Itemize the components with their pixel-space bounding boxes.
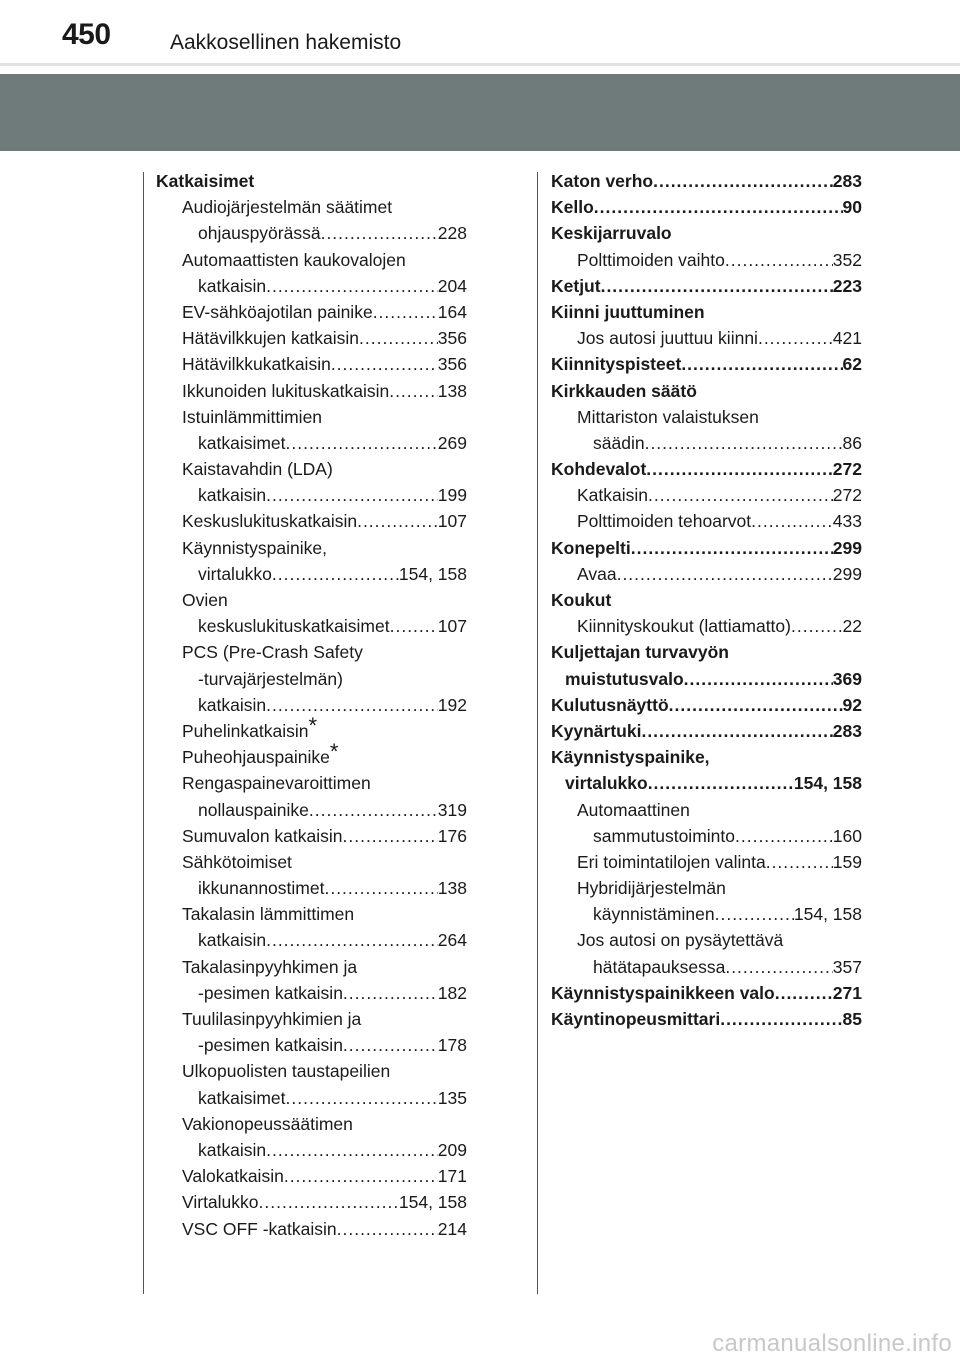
entry-label: Koukut xyxy=(551,590,612,610)
column-rule-right xyxy=(537,172,538,1294)
dot-leader xyxy=(758,325,833,351)
entry-label: Keskuslukituskatkaisin xyxy=(182,511,358,532)
dot-leader xyxy=(646,456,833,482)
index-entry xyxy=(551,954,862,980)
entry-label: virtalukko xyxy=(198,563,272,584)
index-entry xyxy=(156,299,467,325)
page-reference: 160 xyxy=(832,825,862,846)
entry-label: Katkaisin xyxy=(577,485,649,506)
index-entry xyxy=(156,430,467,456)
page-reference: 138 xyxy=(437,380,467,401)
page-reference: 223 xyxy=(832,275,862,296)
entry-label: Rengaspainevaroittimen xyxy=(182,773,371,794)
index-entry xyxy=(156,1111,467,1137)
page-reference: 369 xyxy=(832,668,862,689)
entry-label: Ulkopuolisten taustapeilien xyxy=(182,1061,391,1082)
index-entry xyxy=(156,901,467,927)
entry-label: -pesimen katkaisin xyxy=(198,982,343,1003)
entry-label: Eri toimintatilojen valinta xyxy=(577,851,766,872)
index-entry xyxy=(551,299,862,325)
dot-leader xyxy=(357,508,438,534)
index-entry xyxy=(156,613,467,639)
index-entry xyxy=(156,194,467,220)
entry-label: Avaa xyxy=(577,563,617,584)
dot-leader xyxy=(343,823,438,849)
index-entry xyxy=(551,823,862,849)
index-entry xyxy=(156,1058,467,1084)
entry-label: käynnistäminen xyxy=(593,904,715,925)
entry-label: nollauspainike xyxy=(198,799,309,820)
index-entry xyxy=(551,561,862,587)
index-entry xyxy=(156,456,467,482)
entry-label: katkaisin xyxy=(198,930,267,951)
index-entry xyxy=(551,404,862,430)
index-entry xyxy=(551,194,862,220)
dot-leader xyxy=(645,430,843,456)
page-number: 450 xyxy=(62,18,111,51)
dot-leader xyxy=(259,1189,399,1215)
index-entry xyxy=(551,273,862,299)
entry-label: muistutusvalo xyxy=(565,668,684,689)
entry-label: Kiinni juuttuminen xyxy=(551,301,705,322)
dot-leader xyxy=(725,247,833,273)
watermark: carmanualsonline.info xyxy=(712,1330,952,1357)
dot-leader xyxy=(309,797,438,823)
dot-leader xyxy=(751,508,833,534)
dot-leader xyxy=(601,273,833,299)
page-reference: 164 xyxy=(437,301,467,322)
index-entry xyxy=(156,954,467,980)
index-entry xyxy=(156,980,467,1006)
index-entry xyxy=(156,1085,467,1111)
page-reference: 159 xyxy=(832,851,862,872)
dot-leader xyxy=(343,980,438,1006)
entry-label: Käynnistyspainike, xyxy=(551,747,710,768)
entry-label: Ovien xyxy=(182,590,228,610)
index-entry xyxy=(156,666,467,692)
page-reference: 356 xyxy=(437,354,467,375)
entry-label: Käyntinopeusmittari xyxy=(551,1009,721,1029)
page-reference: 264 xyxy=(437,930,467,951)
entry-label: katkaisin xyxy=(198,1139,267,1160)
entry-label: Kyynärtuki xyxy=(551,720,642,741)
dot-leader xyxy=(766,849,833,875)
entry-label: Ikkunoiden lukituskatkaisin xyxy=(182,380,390,401)
dot-leader xyxy=(284,1163,438,1189)
page-reference: 178 xyxy=(437,1035,467,1056)
page-reference: 171 xyxy=(437,1166,467,1187)
entry-label: Kohdevalot xyxy=(551,459,647,480)
index-entry xyxy=(551,849,862,875)
dot-leader xyxy=(266,1137,438,1163)
entry-label: sammutustoiminto xyxy=(593,825,735,846)
index-entry xyxy=(156,351,467,377)
page-reference: 299 xyxy=(832,563,862,584)
index-entry xyxy=(551,875,862,901)
index-entry xyxy=(551,770,862,796)
entry-label: Käynnistyspainikkeen valo xyxy=(551,982,775,1003)
page-reference: 154, 158 xyxy=(793,904,862,925)
header-band xyxy=(0,74,960,151)
page-header xyxy=(0,0,960,62)
index-entry xyxy=(156,1006,467,1032)
page-reference: 135 xyxy=(437,1087,467,1108)
page-reference: 356 xyxy=(437,328,467,349)
page-reference: 319 xyxy=(437,799,467,820)
entry-label: Kello xyxy=(551,197,594,218)
index-entry xyxy=(156,1163,467,1189)
entry-label: katkaisimet xyxy=(198,1087,286,1108)
index-entry xyxy=(551,613,862,639)
index-entry xyxy=(551,666,862,692)
entry-label: Virtalukko xyxy=(182,1192,259,1213)
index-entry xyxy=(156,1032,467,1058)
page-reference: 107 xyxy=(437,616,467,637)
entry-label: Polttimoiden vaihto xyxy=(577,249,725,270)
page-reference: 90 xyxy=(842,197,862,218)
page-reference: 182 xyxy=(437,982,467,1003)
entry-label: Valokatkaisin xyxy=(182,1166,284,1187)
index-entry xyxy=(156,273,467,299)
index-entry xyxy=(156,1216,467,1242)
index-entry xyxy=(156,770,467,796)
dot-leader xyxy=(266,482,438,508)
index-entry: Puhelinkatkaisin * xyxy=(156,718,467,744)
page-reference: 272 xyxy=(832,485,862,506)
index-entry xyxy=(156,508,467,534)
index-entry xyxy=(156,378,467,404)
index-entry xyxy=(551,692,862,718)
entry-label: Puheohjauspainike xyxy=(182,747,330,768)
index-entry xyxy=(156,247,467,273)
page-reference: 228 xyxy=(437,223,467,244)
index-entry xyxy=(551,351,862,377)
dot-leader xyxy=(653,168,833,194)
page-reference: 272 xyxy=(832,459,862,480)
entry-label: Käynnistyspainike, xyxy=(182,537,327,558)
dot-leader xyxy=(725,954,832,980)
page-reference: 204 xyxy=(437,275,467,296)
dot-leader xyxy=(359,325,438,351)
entry-label: Istuinlämmittimien xyxy=(182,406,323,427)
column-rule-left xyxy=(143,172,144,1294)
entry-label: Jos autosi juuttuu kiinni xyxy=(577,328,758,349)
page-reference: 154, 158 xyxy=(398,563,467,584)
entry-label: Jos autosi on pysäytettävä xyxy=(577,930,784,951)
entry-label: virtalukko xyxy=(565,773,648,794)
page-reference: 357 xyxy=(832,956,862,977)
page-reference: 176 xyxy=(437,825,467,846)
dot-leader xyxy=(286,1085,438,1111)
entry-label: Kulutusnäyttö xyxy=(551,694,669,715)
index-entry xyxy=(551,220,862,246)
index-entry xyxy=(551,797,862,823)
entry-label: Kaistavahdin (LDA) xyxy=(182,459,333,480)
entry-label: Katkaisimet xyxy=(156,171,255,191)
index-entry xyxy=(551,1006,862,1032)
dot-leader xyxy=(266,927,438,953)
page-reference: 22 xyxy=(842,616,862,637)
entry-label: katkaisin xyxy=(198,275,267,296)
index-entry xyxy=(551,168,862,194)
dot-leader xyxy=(775,980,833,1006)
dot-leader xyxy=(791,613,843,639)
entry-label: hätätapauksessa xyxy=(593,956,726,977)
entry-label: Mittariston valaistuksen xyxy=(577,406,759,427)
entry-label: Takalasinpyyhkimen ja xyxy=(182,956,358,977)
dot-leader xyxy=(389,378,438,404)
page-reference: 199 xyxy=(437,485,467,506)
index-entry xyxy=(156,482,467,508)
index-entry xyxy=(156,1137,467,1163)
dot-leader xyxy=(390,613,438,639)
index-entry xyxy=(551,535,862,561)
index-entry xyxy=(156,639,467,665)
entry-label: Kuljettajan turvavyön xyxy=(551,642,729,663)
entry-label: -turvajärjestelmän) xyxy=(198,668,343,689)
index-entry xyxy=(551,718,862,744)
page-reference: 107 xyxy=(437,511,467,532)
dot-leader xyxy=(631,535,833,561)
index-entry xyxy=(551,508,862,534)
dot-leader xyxy=(286,430,438,456)
page-reference: 299 xyxy=(832,537,862,558)
entry-label: Vakionopeussäätimen xyxy=(182,1113,353,1134)
index-entry xyxy=(551,587,862,613)
index-entry xyxy=(551,482,862,508)
entry-label: Automaattisten kaukovalojen xyxy=(182,249,406,270)
entry-label: -pesimen katkaisin xyxy=(198,1035,343,1056)
index-entry xyxy=(156,220,467,246)
dot-leader xyxy=(641,718,832,744)
index-entry xyxy=(551,430,862,456)
entry-label: katkaisin xyxy=(198,694,267,715)
page-reference: 154, 158 xyxy=(793,773,862,794)
header-divider xyxy=(0,63,960,66)
entry-label: säädin xyxy=(593,432,645,453)
entry-label: EV-sähköajotilan painike xyxy=(182,301,373,322)
dot-leader xyxy=(720,1006,842,1032)
entry-label: Katon verho xyxy=(551,171,654,191)
index-entry xyxy=(156,849,467,875)
index-entry xyxy=(156,823,467,849)
dot-leader xyxy=(681,351,842,377)
dot-leader xyxy=(684,666,833,692)
entry-label: Polttimoiden tehoarvot xyxy=(577,511,752,532)
entry-label: Sumuvalon katkaisin xyxy=(182,825,343,846)
page-reference: 214 xyxy=(437,1218,467,1239)
page-reference: 271 xyxy=(832,982,862,1003)
entry-label: Kiinnityspisteet xyxy=(551,354,682,375)
dot-leader xyxy=(648,482,833,508)
entry-label: katkaisimet xyxy=(198,432,286,453)
index-entry xyxy=(156,535,467,561)
entry-label: Keskijarruvalo xyxy=(551,223,672,244)
page-reference: 269 xyxy=(437,432,467,453)
dot-leader xyxy=(594,194,843,220)
index-entry xyxy=(156,875,467,901)
index-entry xyxy=(156,1189,467,1215)
dot-leader xyxy=(648,770,794,796)
dot-leader xyxy=(266,692,438,718)
index-entry xyxy=(551,247,862,273)
entry-label: Hätävilkkukatkaisin xyxy=(182,354,331,375)
page-reference: 154, 158 xyxy=(398,1192,467,1213)
page-reference: 421 xyxy=(832,328,862,349)
entry-label: Sähkötoimiset xyxy=(182,851,292,872)
entry-label: ikkunannostimet xyxy=(198,878,325,899)
index-entry xyxy=(551,378,862,404)
entry-label: Takalasin lämmittimen xyxy=(182,904,355,925)
dot-leader xyxy=(373,299,438,325)
page-reference: 283 xyxy=(832,171,862,191)
entry-label: Audiojärjestelmän säätimet xyxy=(182,197,393,218)
entry-label: PCS (Pre-Crash Safety xyxy=(182,642,363,663)
index-entry xyxy=(156,325,467,351)
index-entry xyxy=(156,168,467,194)
dot-leader xyxy=(715,901,794,927)
section-title: Aakkosellinen hakemisto xyxy=(170,31,402,54)
index-entry xyxy=(551,639,862,665)
entry-label: ohjauspyörässä xyxy=(198,223,321,244)
dot-leader xyxy=(324,875,437,901)
index-entry xyxy=(156,561,467,587)
dot-leader xyxy=(266,273,438,299)
entry-label: VSC OFF -katkaisin xyxy=(182,1218,337,1239)
index-entry xyxy=(156,797,467,823)
entry-label: Automaattinen xyxy=(577,799,690,820)
dot-leader xyxy=(669,692,843,718)
page-reference: 138 xyxy=(437,878,467,899)
index-entry: Puheohjauspainike * xyxy=(156,744,467,770)
dot-leader xyxy=(343,1032,438,1058)
index-entry xyxy=(551,980,862,1006)
entry-label: katkaisin xyxy=(198,485,267,506)
index-column-right xyxy=(551,168,862,1032)
index-entry xyxy=(551,325,862,351)
dot-leader xyxy=(735,823,833,849)
page-reference: 62 xyxy=(842,354,862,375)
dot-leader xyxy=(331,351,438,377)
index-entry xyxy=(551,456,862,482)
index-entry xyxy=(551,901,862,927)
entry-label: Hybridijärjestelmän xyxy=(577,878,726,899)
page-reference: 433 xyxy=(832,511,862,532)
dot-leader xyxy=(321,220,438,246)
index-entry xyxy=(551,927,862,953)
index-entry xyxy=(551,744,862,770)
index-entry xyxy=(156,404,467,430)
dot-leader xyxy=(337,1216,438,1242)
entry-label: Puhelinkatkaisin xyxy=(182,720,309,741)
dot-leader xyxy=(272,561,399,587)
index-entry xyxy=(156,927,467,953)
entry-label: Kiinnityskoukut (lattiamatto) xyxy=(577,616,791,637)
entry-label: Konepelti xyxy=(551,537,631,558)
entry-label: Hätävilkkujen katkaisin xyxy=(182,328,360,349)
entry-label: keskuslukituskatkaisimet xyxy=(198,616,390,637)
page-reference: 86 xyxy=(842,432,862,453)
entry-label: Kirkkauden säätö xyxy=(551,380,697,401)
page-reference: 192 xyxy=(437,694,467,715)
index-entry xyxy=(156,587,467,613)
page-reference: 92 xyxy=(842,694,862,715)
page-reference: 283 xyxy=(832,720,862,741)
entry-label: Ketjut xyxy=(551,275,601,296)
page-reference: 352 xyxy=(832,249,862,270)
page-reference: 209 xyxy=(437,1139,467,1160)
dot-leader xyxy=(617,561,833,587)
page-reference: 85 xyxy=(842,1009,862,1029)
entry-label: Tuulilasinpyyhkimien ja xyxy=(182,1009,362,1029)
index-column-left xyxy=(156,168,467,1242)
